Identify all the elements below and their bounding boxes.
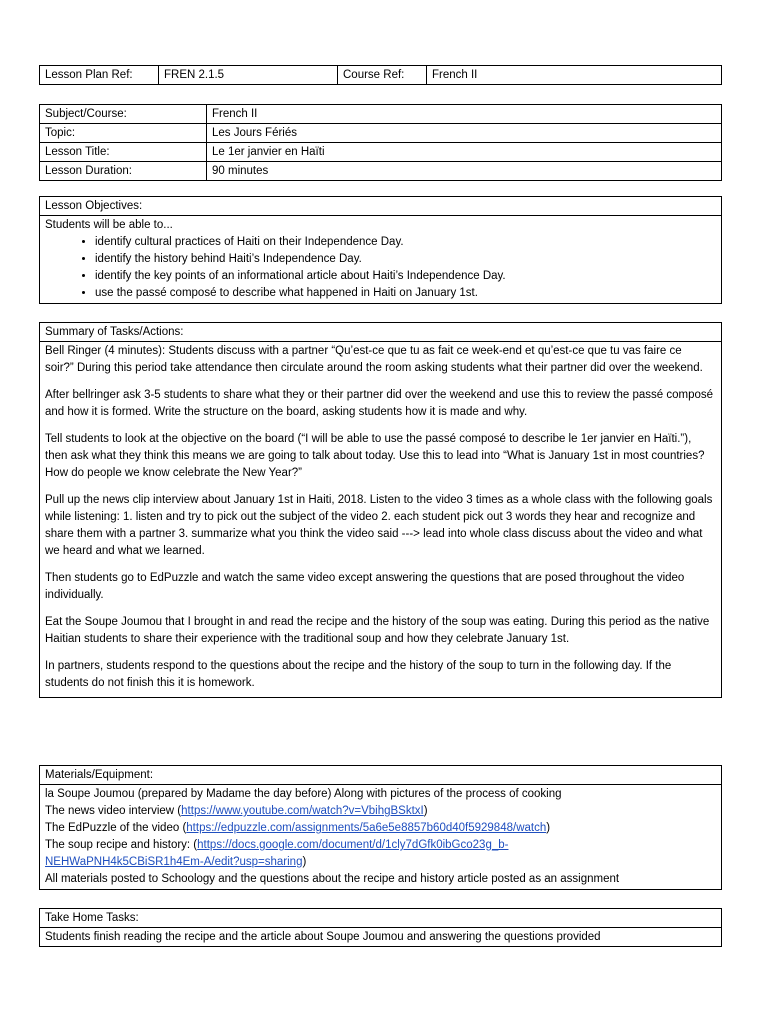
lesson-duration-value: 90 minutes [207, 162, 722, 181]
summary-paragraph: Pull up the news clip interview about January 1st in Haiti, 2018. Listen to the video 3 times as a whole class with the following goals while listening: 1. listen and try to pick out the subject of the video 2. each student pick out 3 words they hear and recognize and share them with a partner 3. summarize what you think the video said ---> lead into whole class discuss about the video and what we heard and what we learned. [45, 494, 713, 557]
lesson-title-value: Le 1er janvier en Haïti [207, 143, 722, 162]
topic-row [40, 124, 722, 143]
summary-body [40, 342, 722, 698]
news-suffix: ) [423, 805, 428, 817]
materials-table [39, 765, 722, 890]
subject-info-table [39, 104, 722, 181]
take-home-heading: Take Home Tasks: [40, 909, 722, 928]
topic-value: Les Jours Fériés [207, 124, 722, 143]
summary-paragraph: Tell students to look at the objective on the board (“I will be able to use the passé composé to describe le 1er janvier en Haïti.”), then ask what they think this means we are going to talk about today. Use this to lead into “What is January 1st in most countries? How do people we know celebrate the New Year?” [45, 433, 705, 479]
soup-suffix: ) [302, 856, 307, 868]
materials-body [40, 785, 722, 890]
subject-label: Subject/Course: [40, 105, 207, 124]
materials-soup-recipe-line-2 [45, 854, 716, 871]
objectives-table [39, 196, 722, 304]
materials-news-line [45, 803, 716, 820]
soup-recipe-link-part1[interactable]: https://docs.google.com/document/d/1cly7dGfk0ibGco23g_b- [197, 839, 509, 851]
course-ref-label: Course Ref: [338, 66, 427, 85]
soup-prefix: The soup recipe and history: ( [45, 839, 198, 851]
summary-paragraph: In partners, students respond to the questions about the recipe and the history of the soup to turn in the following day. If the students do not finish this it is homework. [45, 660, 672, 689]
objectives-body [40, 216, 722, 304]
materials-schoology-line: All materials posted to Schoology and the questions about the recipe and history article posted as an assignment [45, 873, 620, 885]
lesson-title-label: Lesson Title: [40, 143, 207, 162]
objectives-heading: Lesson Objectives: [40, 197, 722, 216]
lesson-duration-label: Lesson Duration: [40, 162, 207, 181]
objective-item: • use the passé composé to describe what happened in Haiti on January 1st. [95, 285, 716, 302]
materials-heading: Materials/Equipment: [40, 766, 722, 785]
summary-heading: Summary of Tasks/Actions: [40, 323, 722, 342]
summary-paragraph: Eat the Soupe Joumou that I brought in and read the recipe and the history of the soup was eating. During this period as the native Haitian students to share their experience with the traditional soup and how they celebrate January 1st. [45, 616, 710, 645]
summary-paragraph: After bellringer ask 3-5 students to share what they or their partner did over the weekend and use this to review the passé composé and how it is formed. Write the structure on the board, asking students how it is made and why. [45, 389, 714, 418]
edpuzzle-suffix: ) [546, 822, 551, 834]
lesson-duration-row [40, 162, 722, 181]
subject-row [40, 105, 722, 124]
edpuzzle-link[interactable]: https://edpuzzle.com/assignments/5a6e5e8857b60d40f5929848/watch [186, 822, 547, 834]
materials-soup-recipe-line [45, 837, 716, 854]
topic-label: Topic: [40, 124, 207, 143]
summary-table [39, 322, 722, 698]
news-video-link[interactable]: https://www.youtube.com/watch?v=VbihgBSktxI [181, 805, 424, 817]
objectives-list [45, 234, 716, 302]
take-home-text: Students finish reading the recipe and the article about Soupe Joumou and answering the questions provided [40, 928, 722, 947]
lesson-plan-ref-value: FREN 2.1.5 [159, 66, 338, 85]
objective-item: • identify the key points of an informational article about Haiti’s Independence Day. [95, 268, 716, 285]
objectives-intro: Students will be able to... [45, 219, 173, 231]
summary-paragraph: Then students go to EdPuzzle and watch the same video except answering the questions that are posed throughout the video individually. [45, 572, 685, 601]
materials-edpuzzle-line [45, 820, 716, 837]
soup-recipe-link-part2[interactable]: NEHWaPNH4k5CBiSR1h4Em-A/edit?usp=sharing [45, 856, 303, 868]
take-home-table [39, 908, 722, 947]
objective-item: • identify the history behind Haiti’s Independence Day. [95, 251, 716, 268]
edpuzzle-prefix: The EdPuzzle of the video ( [45, 822, 187, 834]
subject-value: French II [207, 105, 722, 124]
materials-soup-line: la Soupe Joumou (prepared by Madame the day before) Along with pictures of the process of cooking [45, 788, 562, 800]
summary-paragraph: Bell Ringer (4 minutes): Students discuss with a partner “Qu’est-ce que tu as fait ce week-end et qu’est-ce que tu vas faire ce soir?” During this period take attendance then circulate around the room asking students what their partner did over the weekend. [45, 345, 703, 374]
course-ref-value: French II [427, 66, 722, 85]
lesson-title-row [40, 143, 722, 162]
objective-item: • identify cultural practices of Haiti on their Independence Day. [95, 234, 716, 251]
news-prefix: The news video interview ( [45, 805, 182, 817]
lesson-ref-table [39, 65, 722, 85]
lesson-plan-ref-label: Lesson Plan Ref: [40, 66, 159, 85]
